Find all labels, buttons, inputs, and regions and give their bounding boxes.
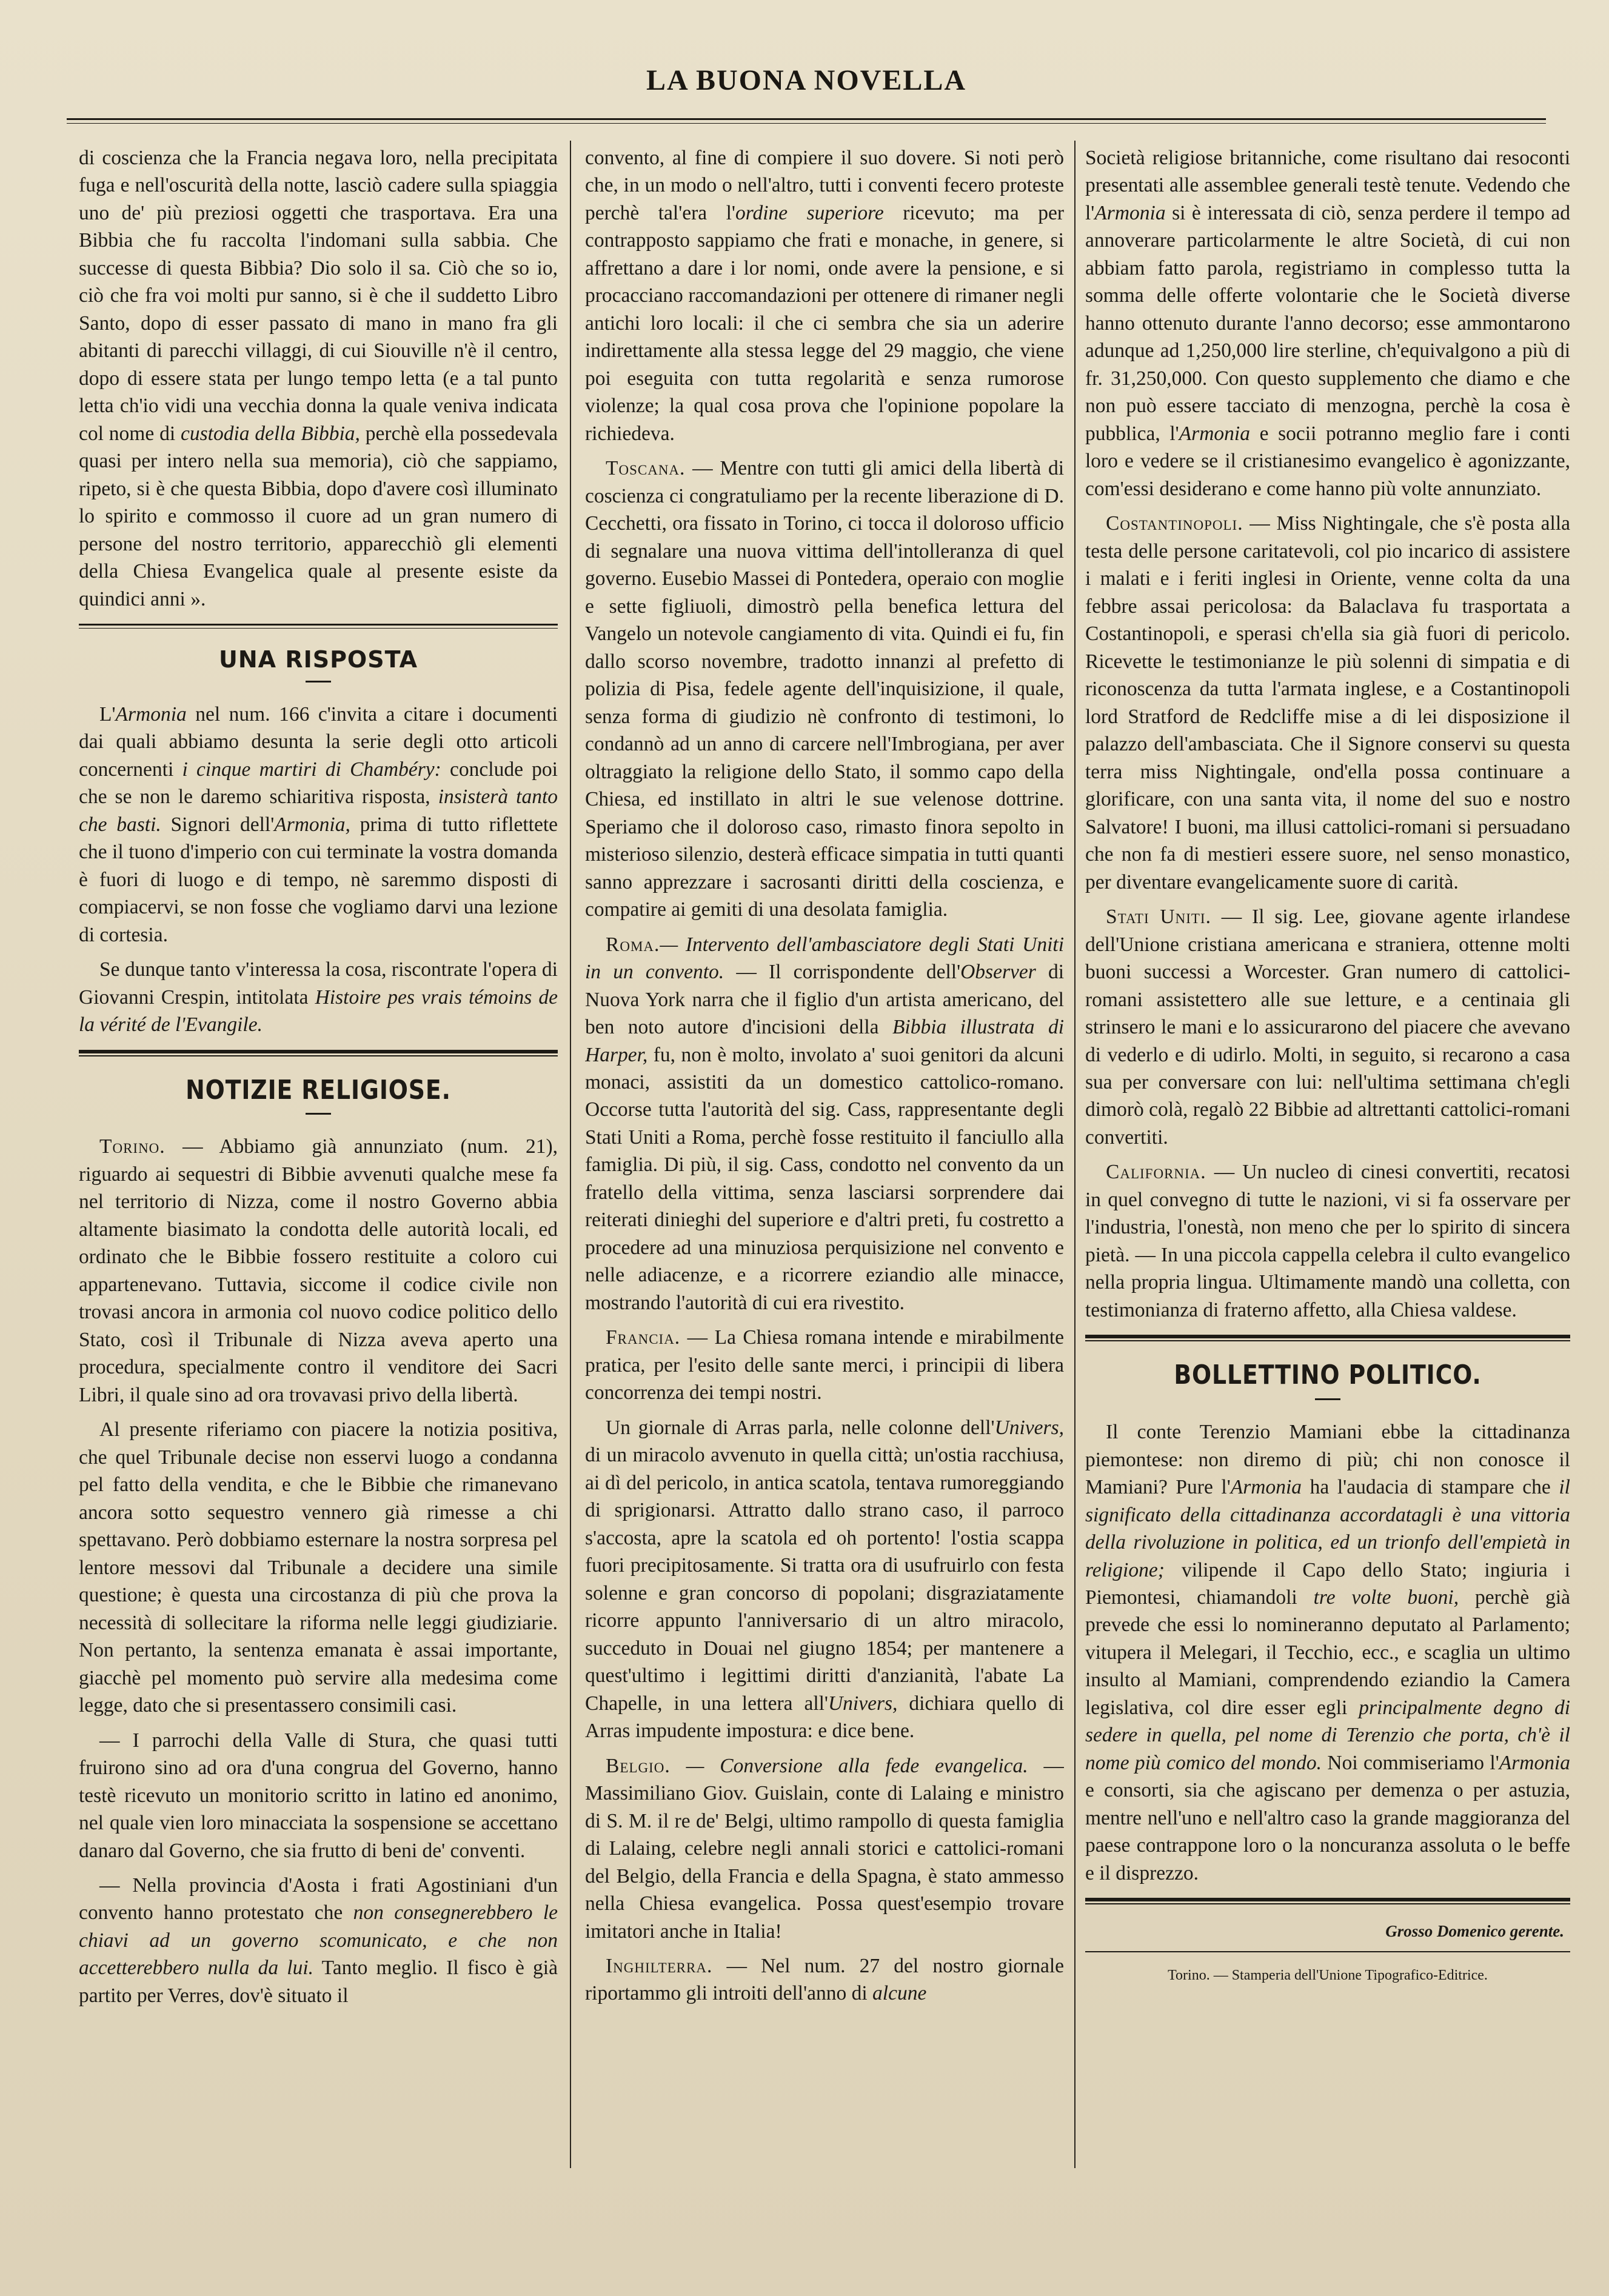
article-paragraph: Francia. — La Chiesa romana intende e mirabilmente pratica, per l'esito delle sante merci, i principii di libera concorrenza dei tempi nostri. [585, 1326, 1064, 1404]
section-rule [79, 1050, 558, 1056]
article-paragraph: Torino. — Abbiamo già annunziato (num. 21), riguardo ai sequestri di Bibbie avvenuti qualche mese fa nel territorio di Nizza, come il nostro Governo abbia altamente biasimato la condotta delle autorità locali, ed ordinato che le Bibbie fossero restituite a coloro cui appartenevano. Tuttavia, siccome il codice civile non trovasi ancora in armonia col nuovo codice politico dello Stato, così il Tribunale di Nizza aveva aperto una procedura, specialmente contro il venditore dei Sacri Libri, il quale sino ad ora trovavasi privo della libertà. [79, 1135, 558, 1406]
section-title-notizie-religiose: NOTIZIE RELIGIOSE. [186, 1074, 451, 1106]
column-divider-2 [1074, 141, 1075, 2168]
imprint-rule [1085, 1951, 1570, 1952]
footer-rule [1085, 1898, 1570, 1904]
column-divider-1 [570, 141, 571, 2168]
title-dash [306, 1113, 331, 1115]
article-paragraph: convento, al fine di compiere il suo dovere. Si noti però che, in un modo o nell'altro, tutti i conventi fecero proteste perchè tal'era l'ordine superiore ricevuto; ma per contrapposto sappiamo che frati e monache, in genere, si affrettano a dare i lor nomi, onde avere la pensione, e si procacciano raccomandazioni per ottenere di rimaner negli antichi loro locali: il che ci sembra che sia un aderire indirettamente alla stessa legge del 29 maggio, che viene poi eseguita con tutta regolarità e senza rumorose violenze; la qual cosa prova che l'opinione popolare la richiedeva. [585, 147, 1064, 445]
article-paragraph: — I parrochi della Valle di Stura, che quasi tutti fruirono sino ad ora d'una congrua del Governo, hanno testè ricevuto un monitorio scritto in latino ed anonimo, nel quale vien loro minacciata la sospensione se accettano danaro dal Governo, che sia frutto di beni de' conventi. [79, 1729, 558, 1862]
gerente-signature: Grosso Domenico gerente. [1385, 1922, 1564, 1941]
article-paragraph: Se dunque tanto v'interessa la cosa, riscontrate l'opera di Giovanni Crespin, intitolata Histoire pes vrais témoins de la vérité de l'Evangile. [79, 958, 558, 1036]
column-3 [1085, 144, 1570, 2169]
masthead-title: LA BUONA NOVELLA [646, 64, 967, 96]
article-paragraph: di coscienza che la Francia negava loro, nella precipitata fuga e nell'oscurità della notte, lasciò cadere sulla spiaggia uno de' più preziosi oggetti che trasportava. Era una Bibbia che fu raccolta l'indomani sulla sabbia. Che successe di questa Bibbia? Dio solo il sa. Ciò che so io, ciò che fra voi molti pur sanno, si è che il suddetto Libro Santo, dopo di esser passato di mano in mano fra gli abitanti di parecchi villaggi, di cui Siouville n'è il centro, dopo di essere stata per lungo tempo letta (e a tal punto letta ch'io vidi una vecchia donna la quale veniva indicata col nome di custodia della Bibbia, perchè ella possedevala quasi per intero nella sua memoria), ciò che sappiamo, ripeto, si è che questa Bibbia, dopo d'avere così illuminato lo spirito e commosso il cuore ad un gran numero di persone del nostro territorio, apparecchiò gli elementi della Chiesa Evangelica quale al presente esiste da quindici anni ». [79, 147, 558, 610]
article-paragraph: Belgio. — Conversione alla fede evangelica. — Massimiliano Giov. Guislain, conte di Lalaing e ministro di S. M. il re de' Belgi, ultimo rampollo di questa famiglia di Lalaing, celebre negli annali storici e cattolici-romani del Belgio, della Francia e della Spagna, è stato ammesso nella Chiesa evangelica. Possa quest'esempio trovare imitatori anche in Italia! [585, 1754, 1064, 1943]
article-paragraph: Costantinopoli. — Miss Nightingale, che s'è posta alla testa delle persone caritatevoli, col pio incarico di assistere i malati e i feriti inglesi in Oriente, venne colta da una febbre assai pericolosa: da Balaclava fu trasportata a Costantinopoli, e sperasi ch'ella sia già fuori di pericolo. Ricevette le testimonianze le più solenni di simpatia e di riconoscenza da tutta l'armata inglese, e a Costantinopoli lord Stratford de Redcliffe mise a di lei disposizione il palazzo dell'ambasciata. Che il Signore conservi su questa terra miss Nightingale, ond'ella possa continuare a glorificare, con una santa vita, il nome del suo e nostro Salvatore! I buoni, ma illusi cattolici-romani si persuadano che non fa di mestieri essere suore, nel senso monastico, per diventare evangelicamente suore di carità. [1085, 512, 1570, 893]
section-title-bollettino-politico: BOLLETTINO POLITICO. [1174, 1360, 1482, 1391]
article-paragraph: — Nella provincia d'Aosta i frati Agostiniani d'un convento hanno protestato che non consegnerebbero le chiavi ad un governo scomunicato, e che non accetterebbero nulla da lui. Tanto meglio. Il fisco è già partito per Verres, dov'è situato il [79, 1874, 558, 2007]
header-rule-bottom [67, 123, 1546, 124]
section-rule [79, 624, 558, 629]
column-1 [79, 144, 558, 2169]
article-paragraph: Società religiose britanniche, come risultano dai resoconti presentati alle assemblee generali testè tenute. Vedendo che l'Armonia si è interessata di ciò, senza perdere il tempo ad annoverare particolarmente le altre Società, di cui non abbiam fatto parola, registriamo in complesso tutta la somma delle offerte volontarie che le Società diverse hanno ottenuto durante l'anno decorso; esse ammontarono adunque ad 1,250,000 lire sterline, ch'equivalgono a più di fr. 31,250,000. Con questo supplemento che diamo e che non può essere tacciato di menzogna, perchè la cosa è pubblica, l'Armonia e socii potranno meglio fare i conti loro e vedere se il cristianesimo evangelico è agonizzante, com'essi desiderano e come hanno più volte annunziato. [1085, 147, 1570, 500]
section-title-una-risposta: UNA RISPOSTA [219, 646, 418, 673]
article-paragraph: L'Armonia nel num. 166 c'invita a citare i documenti dai quali abbiamo desunta la serie degli otto articoli concernenti i cinque martiri di Chambéry: conclude poi che se non le daremo schiaritiva risposta, insisterà tanto che basti. Signori dell'Armonia, prima di tutto riflettete che il tuono d'imperio con cui terminate la vostra domanda è fuori di luogo e di tempo, nè saremmo disposti di compiacervi, se non fosse che vogliamo darvi una lezione di cortesia. [79, 702, 558, 946]
article-paragraph: Il conte Terenzio Mamiani ebbe la cittadinanza piemontese: non diremo di più; chi non conosce il Mamiani? Pure l'Armonia ha l'audacia di stampare che il significato della cittadinanza accordatagli è una vittoria della rivoluzione in politica, ed un trionfo dell'empietà in religione; vilipende il Capo dello Stato; ingiuria i Piemontesi, chiamandoli tre volte buoni, perchè già prevede che essi lo nomineranno deputato al Parlamento; vitupera il Melegari, il Tecchio, ecc., e scaglia un ultimo insulto al Mamiani, comprendendo eziandio la Camera legislativa, col dire esser egli principalmente degno di sedere in quella, pel nome di Terenzio che porta, ch'è il nome più comico del mondo. Noi commiseriamo l'Armonia e consorti, sia che agiscano per demenza o per astuzia, mentre nell'uno e nell'altro caso la grande maggioranza del paese contrappone loro o la noncuranza assoluta o le beffe e il disprezzo. [1085, 1421, 1570, 1884]
printer-imprint: Torino. — Stamperia dell'Unione Tipografico-Editrice. [1168, 1967, 1488, 1983]
section-rule [1085, 1335, 1570, 1341]
article-paragraph: Toscana. — Mentre con tutti gli amici della libertà di coscienza ci congratuliamo per la recente liberazione di D. Cecchetti, ora fissato in Torino, ci tocca il doloroso ufficio di segnalare una nuova vittima dell'intolleranza di quel governo. Eusebio Massei di Pontedera, operaio con moglie e sette figliuoli, dimostrò pella benefica lettura del Vangelo un notevole cangiamento di vita. Quindi ei fu, fin dallo scorso novembre, tradotto innanzi al prefetto di polizia di Pisa, fedele agente dell'inquisizione, il quale, senza forma di giudizio nè confronto di testimoni, lo condannò ad un anno di carcere nell'Imbrogiana, per aver oltraggiato la religione dello Stato, il sommo capo della Chiesa, ed instillato in altri le sue velenose dottrine. Speriamo che il doloroso caso, rimasto finora sepolto in misterioso silenzio, desterà efficace simpatia in tutti quanti sanno apprezzare i sacrosanti diritti della coscienza, e compatire ai gemiti di una desolata famiglia. [585, 457, 1064, 921]
article-paragraph: California. — Un nucleo di cinesi convertiti, recatosi in quel convegno di tutte le nazioni, vi si fa osservare per l'industria, l'onestà, non meno che per lo spirito di sincera pietà. — In una piccola cappella celebra il culto evangelico nella propria lingua. Ultimamente mandò una colletta, con testimonianza di fraterno affetto, alla Chiesa valdese. [1085, 1161, 1570, 1321]
title-dash [306, 681, 331, 682]
article-paragraph: Stati Uniti. — Il sig. Lee, giovane agente irlandese dell'Unione cristiana americana e straniera, ottenne molti buoni successi a Worcester. Gran numero di cattolici-romani assistettero alle sue letture, e a centinaia gli strinsero le mani e lo assicurarono del piacere che avevano di vederlo e di udirlo. Molti, in seguito, si recarono a casa sua per conversare con lui: nell'ultima settimana ch'egli dimorò colà, regalò 22 Bibbie ad altrettanti cattolici-romani convertiti. [1085, 906, 1570, 1149]
article-paragraph: Al presente riferiamo con piacere la notizia positiva, che quel Tribunale decise non esservi luogo a condanna pel fatto della vendita, e che le Bibbie che rimanevano ancora sotto sequestro vennero già rimesse a chi spettavano. Però dobbiamo esternare la nostra sorpresa pel lentore messovi dal Tribunale a decidere una simile questione; è questa una circostanza di più che prova la necessità di sollecitare la riforma nelle leggi giudiziarie. Non pertanto, la sentenza emanata è assai importante, giacchè pel momento può servire alla medesima come legge, dato che si presentassero consimili casi. [79, 1418, 558, 1717]
article-paragraph: Un giornale di Arras parla, nelle colonne dell'Univers, di un miracolo avvenuto in quella città; un'ostia racchiusa, ai dì del pericolo, in antica scatola, tentava rumoreggiando di sprigionarsi. Attratto dallo strano caso, il parroco s'accosta, apre la scatola ed oh portento! l'ostia scappa fuori precipitosamente. Si tratta ora di usufruirlo con festa solenne e gran concorso di popolani; disgraziatamente ricorre appunto l'anniversario di un altro miracolo, succeduto in Douai nel giugno 1854; per mantenere a quest'ultimo i legittimi diritti d'anzianità, l'abate La Chapelle, in una lettera all'Univers, dichiara quello di Arras impudente impostura: e dice bene. [585, 1416, 1064, 1743]
article-paragraph: Roma.— Intervento dell'ambasciatore degli Stati Uniti in un convento. — Il corrispondente dell'Observer di Nuova York narra che il figlio d'un artista americano, del ben noto autore d'incisioni della Bibbia illustrata di Harper, fu, non è molto, involato a' suoi genitori da alcuni monaci, assistiti da un domestico cattolico-romano. Occorse tutta l'autorità del sig. Cass, rappresentante degli Stati Uniti a Roma, perchè fosse restituito il fanciullo alla famiglia. Di più, il sig. Cass, condotto nel convento da un fratello della vittima, senza lasciarsi sorprendere dai reiterati dinieghi del superiore e d'altri preti, fu costretto a procedere ad una minuziosa perquisizione nel convento e nelle adiacenze, e a ricorrere eziandio alle minacce, mostrando l'autorità di cui era rivestito. [585, 933, 1064, 1314]
header-rule-top [67, 118, 1546, 120]
article-paragraph: Inghilterra. — Nel num. 27 del nostro giornale riportammo gli introiti dell'anno di alcune [585, 1955, 1064, 2005]
column-2 [585, 144, 1064, 2169]
title-dash [1315, 1398, 1340, 1400]
